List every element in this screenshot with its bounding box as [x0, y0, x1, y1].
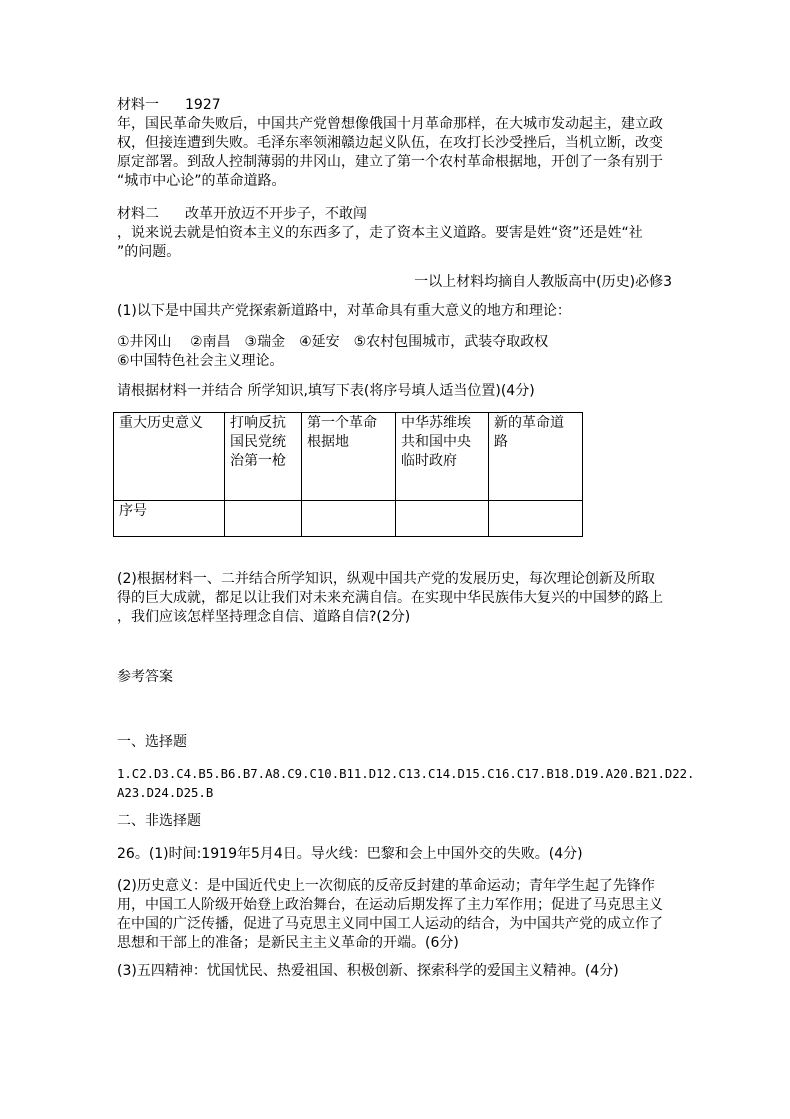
choice-answers: 1.C2.D3.C4.B5.B6.B7.A8.C9.C10.B11.D12.C13.C14.D15.C16.C17.B18.D19.A20.B21.D22.	[117, 767, 695, 781]
answer-26-3: (3)五四精神：忧国忧民、热爱祖国、积极创新、探索科学的爱国主义精神。(4分)	[117, 963, 619, 979]
table-row-label: 序号	[114, 501, 225, 537]
q2-line: (2)根据材料一、二并结合所学知识，纵观中国共产党的发展历史，每次理论创新及所取	[117, 571, 655, 587]
table-cell[interactable]	[396, 501, 489, 537]
table-header: 打响反抗国民党统治第一枪	[225, 413, 302, 501]
q2-line: ，我们应该怎样坚持理念自信、道路自信?(2分)	[117, 609, 411, 625]
choice-answers: A23.D24.D25.B	[117, 786, 214, 800]
answer-26-2: 在中国的广泛传播，促进了马克思主义同中国工人运动的结合，为中国共产党的成立作了	[117, 916, 663, 932]
material2-line: ，说来说去就是怕资本主义的东西多了，走了资本主义道路。要害是姓“资”还是姓“社	[117, 225, 643, 241]
q2-line: 得的巨大成就，都足以让我们对未来充满自信。在实现中华民族伟大复兴的中国梦的路上	[117, 590, 663, 606]
table-cell[interactable]	[489, 501, 583, 537]
material1-heading	[117, 96, 221, 114]
material1-label: 材料一	[117, 97, 159, 113]
material1-line: 年，国民革命失败后，中国共产党曾想像俄国十月革命那样，在大城市发动起主，建立政	[117, 116, 663, 132]
source-note: 一以上材料均摘自人教版高中(历史)必修3	[414, 274, 672, 290]
material1-line: “城市中心论”的革命道路。	[117, 173, 286, 189]
material1-year: 1927	[185, 97, 221, 113]
material2-label: 材料二	[117, 206, 159, 222]
answer-26-1: 26。(1)时间:1919年5月4日。导火线：巴黎和会上中国外交的失败。(4分)	[117, 846, 583, 862]
table-header: 第一个革命根据地	[302, 413, 396, 501]
table-cell[interactable]	[225, 501, 302, 537]
table-cell[interactable]	[302, 501, 396, 537]
answers-title: 参考答案	[117, 669, 173, 685]
answer-table	[113, 412, 583, 537]
answer-26-2: (2)历史意义：是中国近代史上一次彻底的反帝反封建的革命运动；青年学生起了先锋作	[117, 878, 655, 894]
answer-26-2: 用，中国工人阶级开始登上政治舞台，在运动后期发挥了主力军作用；促进了马克思主义	[117, 897, 663, 913]
material2-first: 改革开放迈不开步子，不敢闯	[185, 206, 367, 222]
table-header: 重大历史意义	[114, 413, 225, 501]
q1-instruction: 请根据材料一并结合 所学知识,填写下表(将序号填人适当位置)(4分)	[117, 383, 535, 399]
table-header: 新的革命道路	[489, 413, 583, 501]
q1-options: ⑥中国特色社会主义理论。	[117, 353, 284, 369]
section1-title: 一、选择题	[117, 734, 187, 750]
material1-line: 原定部署。到敌人控制薄弱的井冈山，建立了第一个农村革命根据地，开创了一条有别于	[117, 154, 663, 170]
material1-line: 权，但接连遭到失败。毛泽东率领湘赣边起义队伍，在攻打长沙受挫后，当机立断，改变	[117, 135, 663, 151]
table-header: 中华苏维埃共和国中央临时政府	[396, 413, 489, 501]
answer-26-2: 思想和干部上的准备；是新民主主义革命的开端。(6分)	[117, 935, 459, 951]
q1-intro: (1)以下是中国共产党探索新道路中，对革命具有重大意义的地方和理论：	[117, 303, 571, 319]
section2-title: 二、非选择题	[117, 813, 201, 829]
material2-heading	[117, 205, 367, 223]
material2-line: ”的问题。	[117, 244, 181, 260]
q1-options: ①井冈山 ②南昌 ③瑞金 ④延安 ⑤农村包围城市，武装夺取政权	[117, 334, 549, 350]
